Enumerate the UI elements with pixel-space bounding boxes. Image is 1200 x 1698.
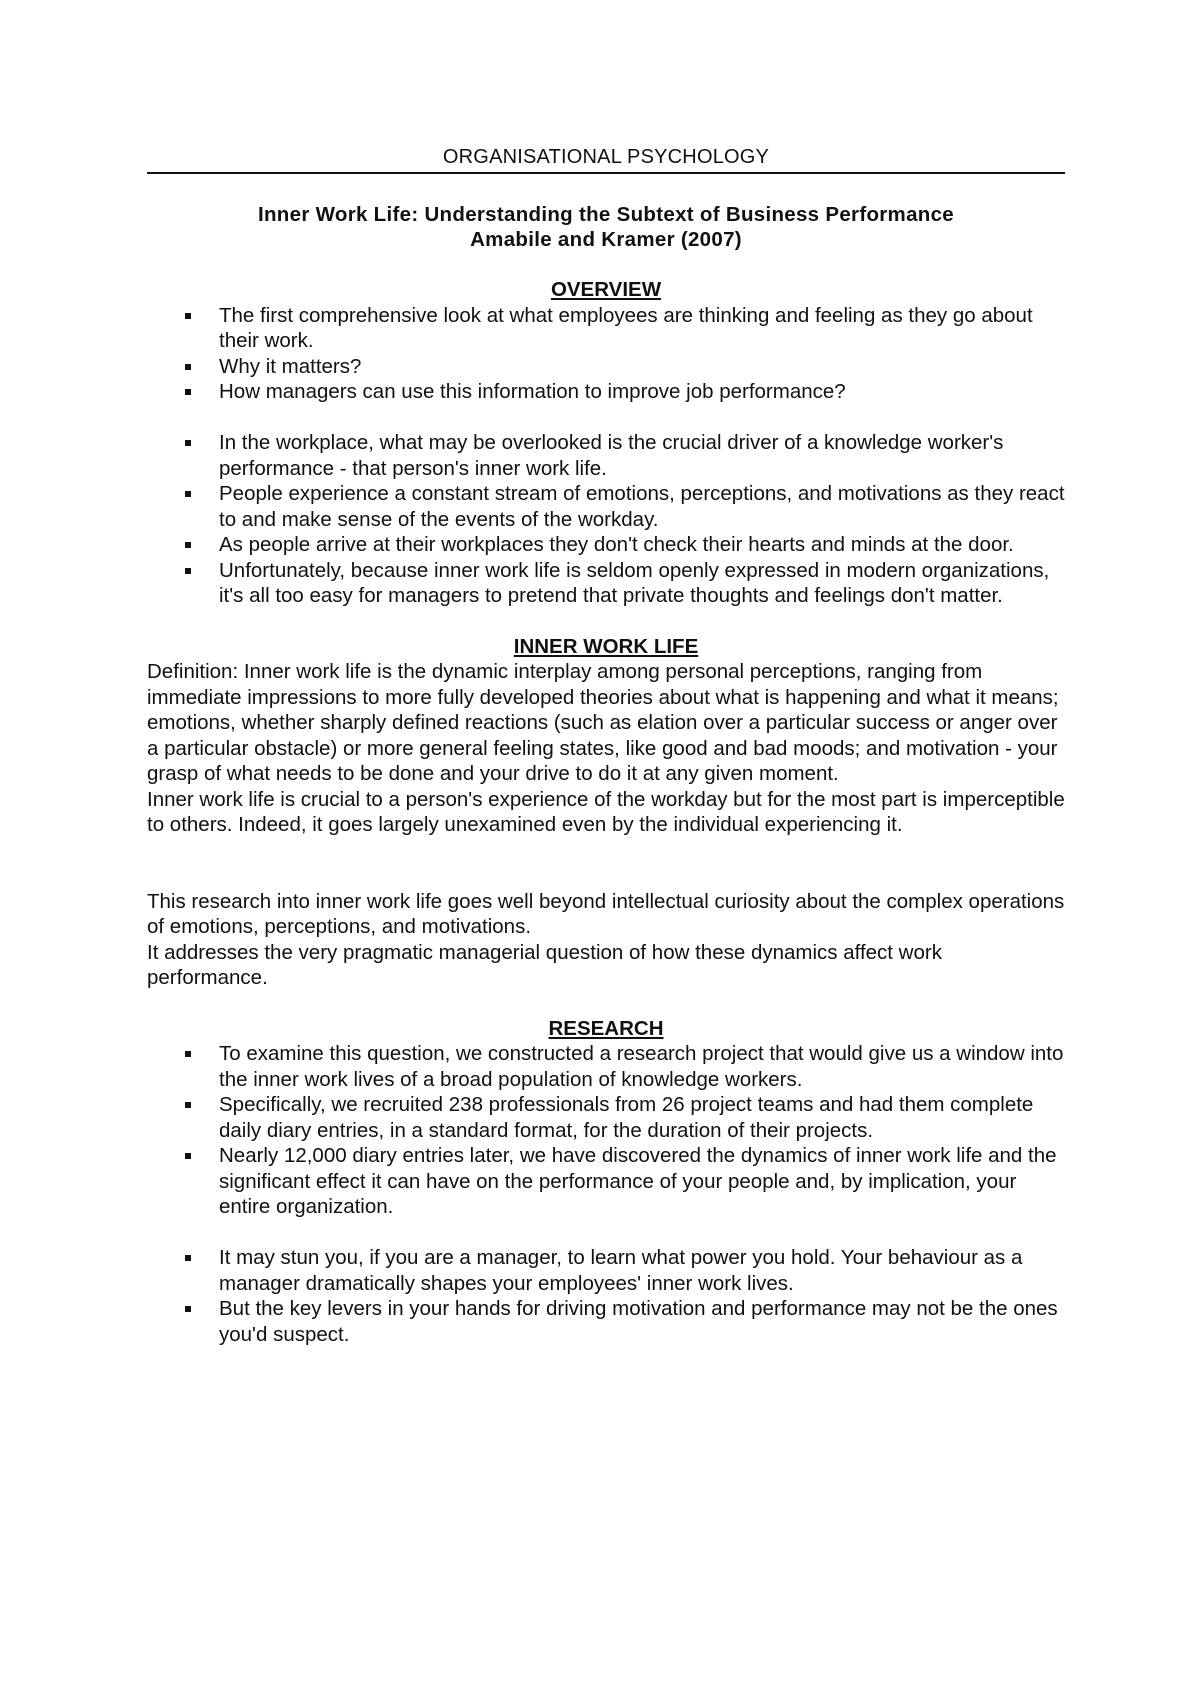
definition-paragraph: Definition: Inner work life is the dynamic interplay among personal perceptions, ranging from immediate impressions to more fully developed theories about what is happening and what it means; emotions, whether sharply defined reactions (such as elation over a particular success or anger over a particular obstacle) or more general feeling states, like good and bad moods; and motivation - your grasp of what needs to be done and your drive to do it at any given moment. [147,660,1059,785]
list-item-text: Why it matters? [219,354,362,378]
research-heading: RESEARCH [548,1016,664,1040]
bullet-icon [185,1255,191,1261]
research-note-paragraph: This research into inner work life goes well beyond intellectual curiosity about the complex operations of emotions, perceptions, and motivations. [147,889,1065,938]
list-item-text: How managers can use this information to improve job performance? [219,380,846,403]
list-item [147,430,1065,481]
document-title [147,202,1065,252]
bullet-icon [185,313,191,319]
bullet-icon [185,491,191,497]
document-page [147,145,1065,1347]
bullet-icon [185,1051,191,1057]
list-item [147,481,1065,532]
list-item [147,303,1065,354]
list-item [147,558,1065,609]
spacer [147,838,1065,889]
list-item-text: People experience a constant stream of emotions, perceptions, and motivations as they react to and make sense of the events of the workday. [219,482,1065,531]
list-item-text: In the workplace, what may be overlooked is the crucial driver of a knowledge worker's performance - that person's inner work life. [219,431,1004,480]
course-header: ORGANISATIONAL PSYCHOLOGY [147,145,1065,174]
research-list-1 [147,1041,1065,1220]
list-item [147,1143,1065,1220]
list-item [147,1245,1065,1296]
list-item [147,1296,1065,1347]
bullet-icon [185,364,191,370]
bullet-icon [185,389,191,395]
list-item-text: Nearly 12,000 diary entries later, we have discovered the dynamics of inner work life and the significant effect it can have on the performance of your people and, by implication, your entire organization. [219,1144,1057,1218]
bullet-icon [185,1153,191,1159]
list-item [147,1041,1065,1092]
list-item [147,532,1065,558]
addresses-paragraph: It addresses the very pragmatic managerial question of how these dynamics affect work performance. [147,940,942,989]
list-item-text: But the key levers in your hands for driving motivation and performance may not be the ones you'd suspect. [219,1297,1058,1346]
spacer [147,1220,1065,1246]
overview-list-1 [147,303,1065,405]
bullet-icon [185,440,191,446]
overview-heading: OVERVIEW [550,278,662,301]
overview-list-2 [147,430,1065,609]
list-item-text: Unfortunately, because inner work life is seldom openly expressed in modern organizations, it's all too easy for managers to pretend that private thoughts and feelings don't matter. [219,558,1050,607]
list-item-text: It may stun you, if you are a manager, to learn what power you hold. Your behaviour as a manager dramatically shapes your employees' inner work lives. [219,1246,1023,1295]
list-item-text: Specifically, we recruited 238 professionals from 26 project teams and had them complete daily diary entries, in a standard format, for the duration of their projects. [219,1093,1034,1142]
title-line-1: Inner Work Life: Understanding the Subtext of Business Performance [257,203,955,226]
bullet-icon [185,1306,191,1312]
bullet-icon [185,542,191,548]
inner-work-life-heading: INNER WORK LIFE [513,634,699,658]
list-item-text: The first comprehensive look at what employees are thinking and feeling as they go about their work. [219,303,1033,352]
list-item [147,354,1065,380]
list-item-text: To examine this question, we constructed a research project that would give us a window into the inner work lives of a broad population of knowledge workers. [219,1042,1064,1091]
spacer [147,405,1065,431]
research-list-2 [147,1245,1065,1347]
bullet-icon [185,568,191,574]
crucial-paragraph: Inner work life is crucial to a person's experience of the workday but for the most part is imperceptible to others. Indeed, it goes largely unexamined even by the individual experiencing it. [147,787,1065,836]
list-item [147,1092,1065,1143]
list-item-text: As people arrive at their workplaces they don't check their hearts and minds at the door. [219,533,1014,556]
bullet-icon [185,1102,191,1108]
title-line-2: Amabile and Kramer (2007) [470,228,742,251]
list-item [147,379,1065,405]
